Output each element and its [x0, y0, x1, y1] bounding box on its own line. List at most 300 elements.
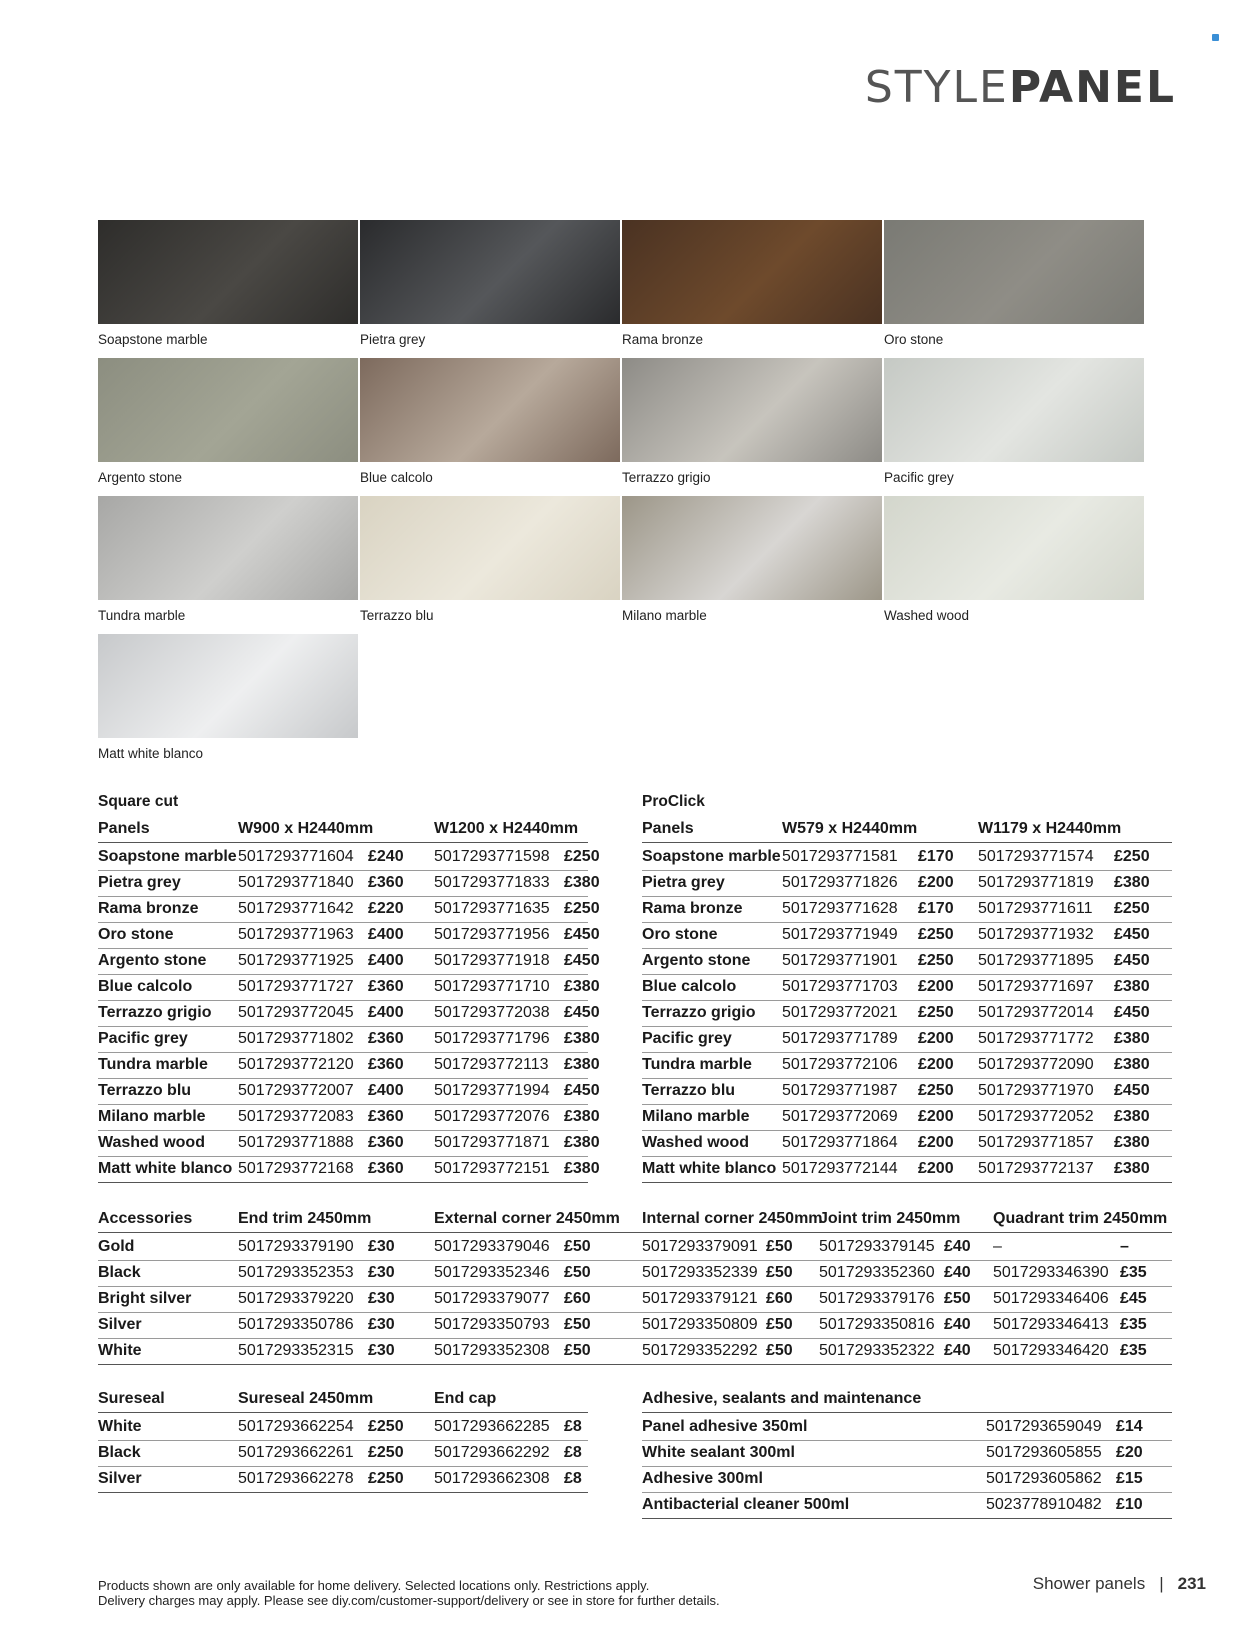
accessory-row — [98, 1312, 1172, 1339]
brand-light: STYLE — [864, 62, 1009, 113]
panel-swatch-image — [884, 496, 1144, 600]
section-title: ProClick — [642, 793, 705, 810]
column-header: Panels — [98, 820, 150, 837]
barcode: 5017293771635 — [434, 900, 550, 917]
product-name: White sealant 300ml — [642, 1444, 795, 1461]
price: £360 — [368, 1160, 404, 1177]
table-row — [98, 974, 600, 1001]
barcode: 5017293772144 — [782, 1160, 898, 1177]
table-row — [642, 948, 1172, 975]
barcode: 5017293605855 — [986, 1444, 1102, 1461]
table-row — [98, 896, 600, 923]
adhesive-row — [642, 1492, 1172, 1519]
price: £380 — [1114, 1108, 1150, 1125]
price: £450 — [1114, 952, 1150, 969]
column-header: Sureseal 2450mm — [238, 1390, 374, 1407]
barcode: 5017293771871 — [434, 1134, 550, 1151]
product-name: Panel adhesive 350ml — [642, 1418, 808, 1435]
price: £50 — [766, 1264, 793, 1281]
price: £10 — [1116, 1496, 1143, 1513]
column-header: Sureseal — [98, 1390, 165, 1407]
price: £30 — [368, 1238, 395, 1255]
price: £200 — [918, 1056, 954, 1073]
product-name: Terrazzo grigio — [98, 1004, 212, 1021]
product-name: Rama bronze — [98, 900, 199, 917]
barcode: – — [993, 1238, 1002, 1255]
panel-swatch-image — [360, 496, 620, 600]
price: £380 — [564, 1160, 600, 1177]
product-name: Soapstone marble — [642, 848, 781, 865]
price: £450 — [564, 952, 600, 969]
barcode: 5017293771604 — [238, 848, 354, 865]
barcode: 5017293352315 — [238, 1342, 354, 1359]
column-header: Panels — [642, 820, 694, 837]
panel-swatch — [98, 220, 358, 347]
price: £200 — [918, 1134, 954, 1151]
barcode: 5017293771628 — [782, 900, 898, 917]
product-name: Washed wood — [642, 1134, 749, 1151]
barcode: 5017293771888 — [238, 1134, 354, 1151]
price: £380 — [1114, 1160, 1150, 1177]
price: £360 — [368, 1030, 404, 1047]
table-row — [98, 1078, 600, 1105]
barcode: 5017293379091 — [642, 1238, 758, 1255]
barcode: 5017293771857 — [978, 1134, 1094, 1151]
product-name: Terrazzo grigio — [642, 1004, 756, 1021]
adhesive-row — [642, 1440, 1172, 1467]
price: £50 — [766, 1342, 793, 1359]
barcode: 5017293772076 — [434, 1108, 550, 1125]
panel-swatch-image — [884, 220, 1144, 324]
accessory-name: White — [98, 1342, 142, 1359]
table-row — [642, 1052, 1172, 1079]
table-row — [98, 870, 600, 897]
price: £380 — [1114, 1030, 1150, 1047]
barcode: 5017293346390 — [993, 1264, 1109, 1281]
price: £35 — [1120, 1342, 1147, 1359]
price: £30 — [368, 1342, 395, 1359]
price: £35 — [1120, 1264, 1147, 1281]
accessory-row — [98, 1338, 1172, 1365]
table-row — [642, 1026, 1172, 1053]
barcode: 5017293771819 — [978, 874, 1094, 891]
price: £50 — [766, 1238, 793, 1255]
footer-separator: | — [1159, 1574, 1164, 1593]
column-header: Quadrant trim 2450mm — [993, 1210, 1168, 1227]
barcode: 5017293772151 — [434, 1160, 550, 1177]
price: £380 — [564, 1030, 600, 1047]
column-header: Joint trim 2450mm — [819, 1210, 961, 1227]
footnote-line-1: Products shown are only available for home delivery. Selected locations only. Restrictions apply. — [98, 1578, 650, 1593]
price: £40 — [944, 1316, 971, 1333]
panel-swatch — [622, 496, 882, 623]
panel-swatch — [98, 496, 358, 623]
barcode: 5017293771864 — [782, 1134, 898, 1151]
barcode: 5017293771901 — [782, 952, 898, 969]
panel-swatch-image — [622, 496, 882, 600]
barcode: 5017293379046 — [434, 1238, 550, 1255]
panel-swatch — [98, 358, 358, 485]
barcode: 5017293771963 — [238, 926, 354, 943]
product-name: Soapstone marble — [98, 848, 237, 865]
barcode: 5017293350816 — [819, 1316, 935, 1333]
panel-swatch — [884, 358, 1144, 485]
price: £40 — [944, 1264, 971, 1281]
brand-bold: PANEL — [1008, 62, 1176, 113]
product-name: Tundra marble — [98, 1056, 208, 1073]
barcode: 5017293352360 — [819, 1264, 935, 1281]
price: £380 — [1114, 978, 1150, 995]
product-name: Pietra grey — [642, 874, 725, 891]
barcode: 5017293771710 — [434, 978, 550, 995]
accessory-row — [98, 1260, 1172, 1287]
product-name: Terrazzo blu — [98, 1082, 192, 1099]
footnote-line-2: Delivery charges may apply. Please see diy.com/customer-support/delivery or see in store for further details. — [98, 1593, 720, 1608]
price: £8 — [564, 1418, 582, 1435]
barcode: 5017293772106 — [782, 1056, 898, 1073]
table-row — [98, 1130, 600, 1157]
price: £250 — [564, 900, 600, 917]
barcode: 5017293771895 — [978, 952, 1094, 969]
column-header: End trim 2450mm — [238, 1210, 372, 1227]
barcode: 5017293771826 — [782, 874, 898, 891]
barcode: 5017293352292 — [642, 1342, 758, 1359]
price: £380 — [1114, 874, 1150, 891]
table-row — [642, 896, 1172, 923]
barcode: 5017293350786 — [238, 1316, 354, 1333]
column-header: W579 x H2440mm — [782, 820, 918, 837]
barcode: 5017293771833 — [434, 874, 550, 891]
barcode: 5017293662278 — [238, 1470, 354, 1487]
page-number: 231 — [1177, 1574, 1206, 1593]
price: £250 — [564, 848, 600, 865]
price: £30 — [368, 1290, 395, 1307]
table-row — [98, 1104, 600, 1131]
corner-marker — [1212, 34, 1219, 41]
product-name: Rama bronze — [642, 900, 743, 917]
table-row — [642, 1000, 1172, 1027]
price: £60 — [564, 1290, 591, 1307]
price: £50 — [944, 1290, 971, 1307]
product-name: Pietra grey — [98, 874, 181, 891]
table-row — [98, 1026, 600, 1053]
section-title: Square cut — [98, 793, 179, 810]
barcode: 5017293352346 — [434, 1264, 550, 1281]
panel-swatch — [622, 220, 882, 347]
barcode: 5017293771932 — [978, 926, 1094, 943]
barcode: 5017293771840 — [238, 874, 354, 891]
price: £14 — [1116, 1418, 1143, 1435]
barcode: 5017293352339 — [642, 1264, 758, 1281]
barcode: 5017293771994 — [434, 1082, 550, 1099]
price: £400 — [368, 952, 404, 969]
panel-swatch-caption: Rama bronze — [622, 332, 704, 347]
barcode: 5017293772120 — [238, 1056, 354, 1073]
delivery-footnote — [98, 1578, 720, 1608]
panel-swatch-image — [98, 220, 358, 324]
accessories-header-row — [98, 1206, 1172, 1233]
price: £20 — [1116, 1444, 1143, 1461]
price: £400 — [368, 1082, 404, 1099]
column-header: External corner 2450mm — [434, 1210, 620, 1227]
accessory-name: Black — [98, 1264, 141, 1281]
barcode: 5017293772007 — [238, 1082, 354, 1099]
panel-swatch — [360, 496, 620, 623]
barcode: 5017293772113 — [434, 1056, 549, 1073]
column-header: Internal corner 2450mm — [642, 1210, 823, 1227]
barcode: 5017293379190 — [238, 1238, 354, 1255]
price: £250 — [918, 952, 954, 969]
product-name: Argento stone — [98, 952, 207, 969]
product-name: White — [98, 1418, 142, 1435]
price: £380 — [1114, 1134, 1150, 1151]
barcode: 5017293771802 — [238, 1030, 354, 1047]
price: £200 — [918, 1108, 954, 1125]
product-name: Silver — [98, 1470, 142, 1487]
sureseal-row — [98, 1414, 588, 1441]
price: £450 — [1114, 1082, 1150, 1099]
table-row — [642, 1078, 1172, 1105]
price: £170 — [918, 848, 954, 865]
barcode: 5017293771598 — [434, 848, 550, 865]
sureseal-header-row — [98, 1386, 588, 1413]
panel-swatch — [98, 634, 358, 761]
price: £200 — [918, 978, 954, 995]
barcode: 5017293771611 — [978, 900, 1093, 917]
barcode: 5017293350793 — [434, 1316, 550, 1333]
table-row — [98, 948, 600, 975]
barcode: 5017293662261 — [238, 1444, 354, 1461]
barcode: 5017293662285 — [434, 1418, 550, 1435]
price: £35 — [1120, 1316, 1147, 1333]
product-name: Oro stone — [98, 926, 174, 943]
barcode: 5017293771796 — [434, 1030, 550, 1047]
barcode: 5017293772021 — [782, 1004, 898, 1021]
panel-swatch-caption: Matt white blanco — [98, 746, 204, 761]
price: £380 — [564, 874, 600, 891]
price: £50 — [564, 1342, 591, 1359]
barcode: 5017293662254 — [238, 1418, 354, 1435]
column-header: W1200 x H2440mm — [434, 820, 579, 837]
panel-swatch-caption: Pietra grey — [360, 332, 426, 347]
panel-swatch-image — [622, 220, 882, 324]
barcode: 5017293772083 — [238, 1108, 354, 1125]
price: £450 — [564, 1082, 600, 1099]
product-name: Matt white blanco — [98, 1160, 233, 1177]
barcode: 5017293771956 — [434, 926, 550, 943]
table-row — [642, 1130, 1172, 1157]
price: £40 — [944, 1238, 971, 1255]
panel-swatch — [360, 358, 620, 485]
price: £450 — [1114, 926, 1150, 943]
accessory-name: Bright silver — [98, 1290, 192, 1307]
barcode: 5017293352308 — [434, 1342, 550, 1359]
price: £50 — [564, 1238, 591, 1255]
panel-swatch-caption: Oro stone — [884, 332, 944, 347]
panel-swatch-caption: Argento stone — [98, 470, 183, 485]
table-row — [642, 870, 1172, 897]
panel-swatch — [884, 220, 1144, 347]
column-header: Accessories — [98, 1210, 193, 1227]
price: £250 — [918, 1082, 954, 1099]
price: £250 — [918, 926, 954, 943]
column-header: End cap — [434, 1390, 497, 1407]
barcode: 5017293772052 — [978, 1108, 1094, 1125]
price: £250 — [918, 1004, 954, 1021]
price: £50 — [766, 1316, 793, 1333]
price: £30 — [368, 1264, 395, 1281]
barcode: 5017293771581 — [782, 848, 898, 865]
barcode: 5017293352322 — [819, 1342, 935, 1359]
price: £360 — [368, 1056, 404, 1073]
product-name: Matt white blanco — [642, 1160, 777, 1177]
barcode: 5017293771642 — [238, 900, 354, 917]
table-row — [98, 1052, 600, 1079]
product-name: Pacific grey — [98, 1030, 188, 1047]
panel-swatch-caption: Terrazzo blu — [360, 608, 434, 623]
adhesive-row — [642, 1466, 1172, 1493]
panel-swatch-caption: Pacific grey — [884, 470, 954, 485]
product-name: Blue calcolo — [98, 978, 193, 995]
barcode: 5017293662292 — [434, 1444, 550, 1461]
table-row — [642, 922, 1172, 949]
price: £200 — [918, 874, 954, 891]
barcode: 5017293379220 — [238, 1290, 354, 1307]
price: £250 — [368, 1470, 404, 1487]
price: £15 — [1116, 1470, 1143, 1487]
panel-swatch — [360, 220, 620, 347]
product-name: Adhesive 300ml — [642, 1470, 763, 1487]
barcode: 5017293771987 — [782, 1082, 898, 1099]
panel-swatch-image — [98, 496, 358, 600]
panel-swatch-caption: Terrazzo grigio — [622, 470, 711, 485]
panel-swatch-image — [360, 220, 620, 324]
price: £170 — [918, 900, 954, 917]
product-name: Milano marble — [98, 1108, 206, 1125]
table-row — [642, 1156, 1172, 1183]
column-header: Adhesive, sealants and maintenance — [642, 1390, 922, 1407]
table-row — [98, 1156, 600, 1183]
section-name: Shower panels — [1032, 1574, 1146, 1593]
price: £380 — [1114, 1056, 1150, 1073]
adhesive-row — [642, 1414, 1172, 1441]
barcode: 5017293771789 — [782, 1030, 898, 1047]
barcode: 5017293772168 — [238, 1160, 354, 1177]
barcode: 5017293379121 — [642, 1290, 758, 1307]
barcode: 5023778910482 — [986, 1496, 1102, 1513]
column-header: W900 x H2440mm — [238, 820, 374, 837]
panel-swatch-caption: Tundra marble — [98, 608, 186, 623]
panel-swatch — [622, 358, 882, 485]
price: £360 — [368, 1134, 404, 1151]
price: £60 — [766, 1290, 793, 1307]
sureseal-row — [98, 1466, 588, 1493]
price: £250 — [1114, 848, 1150, 865]
price: £380 — [564, 1108, 600, 1125]
product-name: Argento stone — [642, 952, 751, 969]
price: £45 — [1120, 1290, 1147, 1307]
price: £380 — [564, 1134, 600, 1151]
barcode: 5017293350809 — [642, 1316, 758, 1333]
panel-swatch-caption: Washed wood — [884, 608, 970, 623]
barcode: 5017293771574 — [978, 848, 1094, 865]
page-footer — [1033, 1574, 1206, 1594]
price: £250 — [368, 1418, 404, 1435]
adhesive-header-row — [642, 1386, 1172, 1413]
table-header-row — [642, 816, 1172, 843]
barcode: 5017293771970 — [978, 1082, 1094, 1099]
barcode: 5017293771727 — [238, 978, 354, 995]
barcode: 5017293379077 — [434, 1290, 550, 1307]
barcode: 5017293662308 — [434, 1470, 550, 1487]
accessory-row — [98, 1286, 1172, 1313]
barcode: 5017293346406 — [993, 1290, 1109, 1307]
price: £250 — [1114, 900, 1150, 917]
barcode: 5017293771925 — [238, 952, 354, 969]
sureseal-row — [98, 1440, 588, 1467]
table-row — [98, 844, 600, 871]
price: £200 — [918, 1030, 954, 1047]
panel-swatch-caption: Soapstone marble — [98, 332, 208, 347]
price: £250 — [368, 1444, 404, 1461]
barcode: 5017293771703 — [782, 978, 898, 995]
table-row — [642, 974, 1172, 1001]
price: £220 — [368, 900, 404, 917]
accessory-name: Silver — [98, 1316, 142, 1333]
table-row — [98, 1000, 600, 1027]
barcode: 5017293771918 — [434, 952, 550, 969]
price: £400 — [368, 1004, 404, 1021]
product-name: Pacific grey — [642, 1030, 732, 1047]
barcode: 5017293772045 — [238, 1004, 354, 1021]
price: £380 — [564, 978, 600, 995]
barcode: 5017293772137 — [978, 1160, 1094, 1177]
accessory-row — [98, 1234, 1172, 1261]
table-row — [98, 922, 600, 949]
panel-swatch-image — [622, 358, 882, 462]
panel-swatch-image — [98, 358, 358, 462]
product-name: Tundra marble — [642, 1056, 752, 1073]
product-name: Milano marble — [642, 1108, 750, 1125]
product-name: Washed wood — [98, 1134, 205, 1151]
price: £240 — [368, 848, 404, 865]
price: £400 — [368, 926, 404, 943]
price: £200 — [918, 1160, 954, 1177]
barcode: 5017293352353 — [238, 1264, 354, 1281]
product-name: Blue calcolo — [642, 978, 737, 995]
price: £360 — [368, 874, 404, 891]
accessory-name: Gold — [98, 1238, 135, 1255]
barcode: 5017293772014 — [978, 1004, 1094, 1021]
barcode: 5017293346420 — [993, 1342, 1109, 1359]
price: £50 — [564, 1316, 591, 1333]
table-header-row — [98, 816, 588, 843]
barcode: 5017293605862 — [986, 1470, 1102, 1487]
barcode: 5017293659049 — [986, 1418, 1102, 1435]
product-name: Black — [98, 1444, 141, 1461]
price: £40 — [944, 1342, 971, 1359]
barcode: 5017293772090 — [978, 1056, 1094, 1073]
panel-swatch-image — [360, 358, 620, 462]
barcode: 5017293379145 — [819, 1238, 935, 1255]
product-name: Oro stone — [642, 926, 718, 943]
price: £450 — [564, 926, 600, 943]
product-name: Terrazzo blu — [642, 1082, 736, 1099]
price: £450 — [564, 1004, 600, 1021]
price: £360 — [368, 978, 404, 995]
table-row — [642, 844, 1172, 871]
price: £8 — [564, 1470, 582, 1487]
